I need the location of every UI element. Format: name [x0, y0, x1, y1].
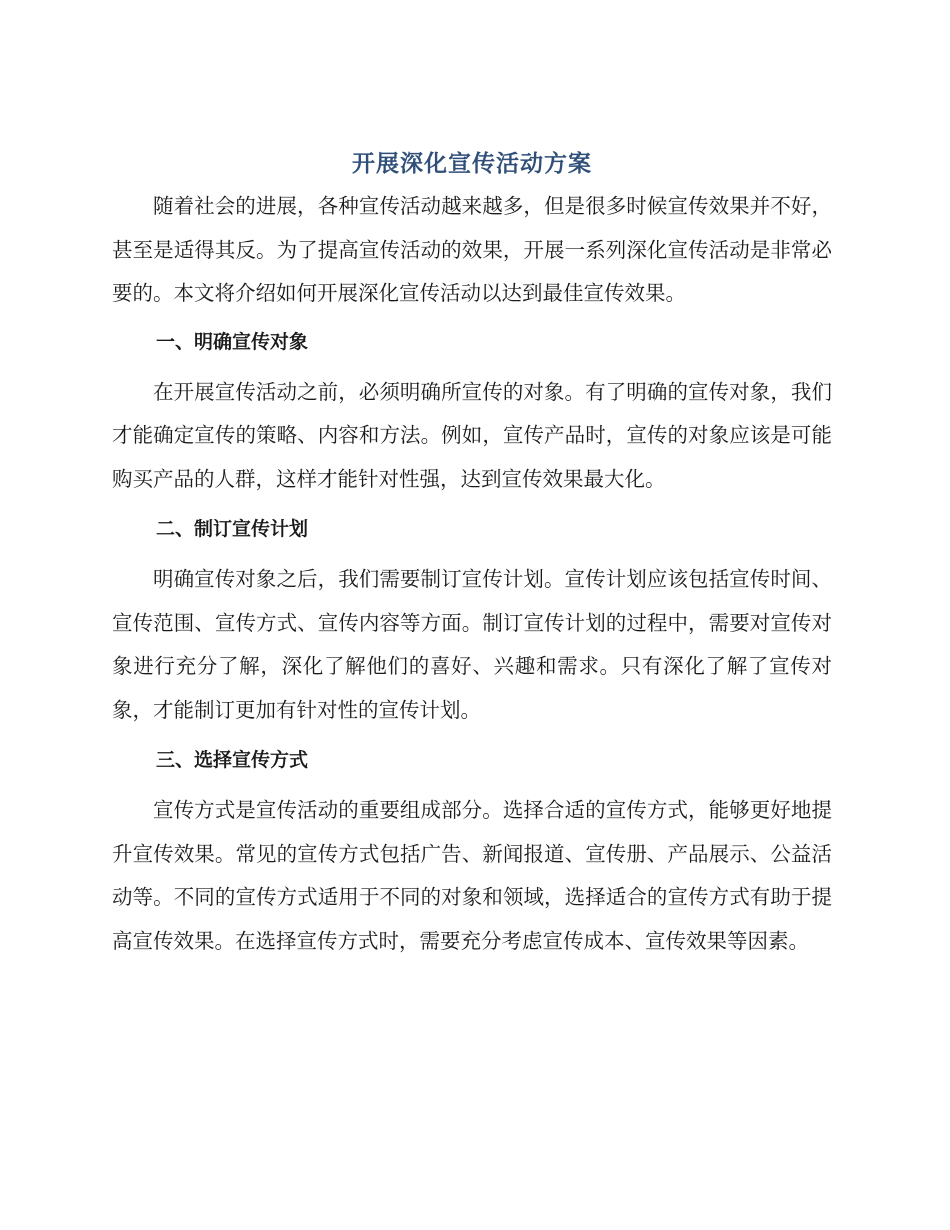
intro-paragraph: 随着社会的进展，各种宣传活动越来越多，但是很多时候宣传效果并不好，甚至是适得其反。为了提高宣传活动的效果，开展一系列深化宣传活动是非常必要的。本文将介绍如何开展深化宣传活动以达到最佳宣传效果。	[112, 194, 832, 305]
section-heading-2: 二、制订宣传计划	[156, 518, 309, 540]
section-paragraph-3: 宣传方式是宣传活动的重要组成部分。选择合适的宣传方式，能够更好地提升宣传效果。常见的宣传方式包括广告、新闻报道、宣传册、产品展示、公益活动等。不同的宣传方式适用于不同的对象和领域，选择适合的宣传方式有助于提高宣传效果。在选择宣传方式时，需要充分考虑宣传成本、宣传效果等因素。	[112, 798, 832, 953]
document-title: 开展深化宣传活动方案	[352, 151, 592, 177]
document-body	[112, 146, 832, 963]
section-paragraph-1: 在开展宣传活动之前，必须明确所宣传的对象。有了明确的宣传对象，我们才能确定宣传的策略、内容和方法。例如，宣传产品时，宣传的对象应该是可能购买产品的人群，这样才能针对性强，达到宣传效果最大化。	[112, 379, 832, 491]
section-heading-3: 三、选择宣传方式	[156, 749, 309, 771]
section-paragraph-2: 明确宣传对象之后，我们需要制订宣传计划。宣传计划应该包括宣传时间、宣传范围、宣传方式、宣传内容等方面。制订宣传计划的过程中，需要对宣传对象进行充分了解，深化了解他们的喜好、兴趣和需求。只有深化了解了宣传对象，才能制订更加有针对性的宣传计划。	[112, 567, 832, 722]
section-heading-1: 一、明确宣传对象	[156, 330, 309, 353]
